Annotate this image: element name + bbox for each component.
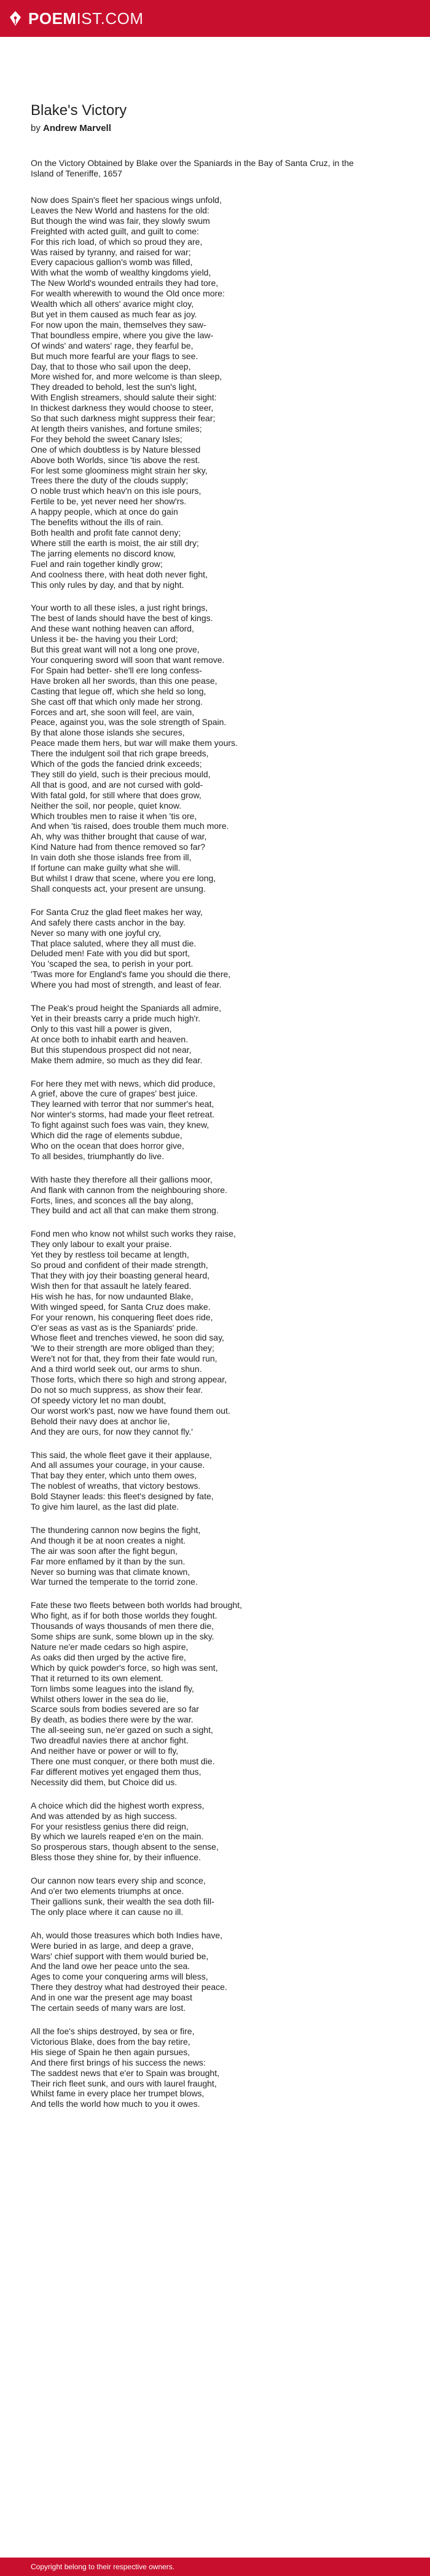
poem-line: Every capacious gallion's womb was filled, [31, 257, 193, 268]
poem-line: Unless it be- the having you their Lord; [31, 634, 178, 644]
poem-line: And though it be at noon creates a night. [31, 1535, 186, 1545]
poem-line: To fight against such foes was vain, they knew, [31, 1120, 209, 1130]
poem-line: Yet in their breasts carry a pride much high'r. [31, 1013, 201, 1023]
copyright-notice: Copyright belong to their respective owners. [31, 2562, 175, 2571]
poem-body [31, 195, 399, 2109]
poem-line: Two dreadful navies there at anchor fight. [31, 1735, 189, 1746]
poem-line: For this rich load, of which so proud they are, [31, 236, 203, 247]
poem-stanza [31, 195, 399, 590]
poem-line: Thousands of ways thousands of men there die, [31, 1621, 214, 1631]
poem-line: Nature ne'er made cedars so high aspire, [31, 1642, 189, 1652]
poem-line: Leaves the New World and hastens for the old: [31, 205, 209, 215]
poem-line: Victorious Blake, does from the bay retire, [31, 2036, 190, 2047]
poem-line: You 'scaped the sea, to perish in your port. [31, 959, 194, 969]
site-header [0, 0, 430, 37]
poem-line: Your conquering sword will soon that want remove. [31, 654, 225, 665]
poem-line: The Peak's proud height the Spaniards all admire, [31, 1003, 222, 1013]
poem-line: With what the womb of wealthy kingdoms yield, [31, 268, 211, 278]
poem-line: That they with joy their boasting general heard, [31, 1270, 210, 1280]
poem-line: There the indulgent soil that rich grape breeds, [31, 748, 209, 759]
poem-line: Far different motives yet engaged them thus, [31, 1766, 201, 1777]
poem-line: The certain seeds of many wars are lost. [31, 2003, 186, 2013]
poem-line: By that alone those islands she secures, [31, 727, 185, 738]
author-name[interactable]: Andrew Marvell [43, 123, 111, 133]
brand-name-light: IST.COM [76, 9, 144, 28]
poem-line: Ages to come your conquering arms will bless, [31, 1972, 208, 1982]
poem-line: And all assumes your courage, in your cause. [31, 1460, 205, 1470]
poem-line: Yet they by restless toil became at length, [31, 1250, 189, 1260]
poem-line: Never so burning was that climate known, [31, 1566, 190, 1577]
poem-line: And neither have or power or will to fly, [31, 1746, 179, 1756]
poem-line: Those forts, which there so high and strong appear, [31, 1374, 227, 1385]
poem-line: For lest some gloominess might strain her sky, [31, 465, 208, 475]
poem-line: And coolness there, with heat doth never fight, [31, 569, 208, 579]
poem-line: Ah, why was thither brought that cause of war, [31, 831, 207, 842]
poem-line: Fond men who know not whilst such works they raise, [31, 1229, 236, 1239]
poem-line: Necessity did them, but Choice did us. [31, 1777, 178, 1787]
poem-line: Their gallions sunk, their wealth the sea doth fill- [31, 1896, 214, 1906]
poem-line: For they behold the sweet Canary Isles; [31, 434, 182, 444]
poem-line: And o'er two elements triumphs at once. [31, 1886, 184, 1896]
poem-stanza [31, 1525, 399, 1587]
poem-line: His wish he has, for now undaunted Blake, [31, 1291, 194, 1301]
poem-line: Forts, lines, and sconces all the bay along, [31, 1195, 194, 1205]
poem-line: His siege of Spain he then again pursues, [31, 2047, 190, 2057]
poem-line: For wealth wherewith to wound the Old once more: [31, 288, 225, 299]
poem-line: For here they met with news, which did produce, [31, 1078, 216, 1088]
poem-line: The saddest news that e'er to Spain was brought, [31, 2067, 219, 2078]
poem-title: Blake's Victory [31, 102, 127, 119]
poem-line: With fatal gold, for still where that does grow, [31, 790, 201, 800]
poem-line: Scarce souls from bodies severed are so far [31, 1704, 199, 1714]
poem-line: So proud and confident of their made strength, [31, 1260, 208, 1270]
poem-line: But this stupendous prospect did not near, [31, 1044, 192, 1055]
poem-line: Bold Stayner leads: this fleet's designed by fate, [31, 1491, 214, 1502]
poem-line: There they destroy what had destroyed their peace. [31, 1982, 227, 1992]
poem-line: All the foe's ships destroyed, by sea or fire, [31, 2026, 195, 2036]
poem-line: The only place where it can cause no ill. [31, 1906, 184, 1917]
poem-line: War turned the temperate to the torrid zone. [31, 1577, 198, 1587]
poem-line: To give him laurel, as the last did plate. [31, 1502, 179, 1512]
poem-line: Freighted with acted guilt, and guilt to come: [31, 226, 199, 236]
poem-line: The New World's wounded entrails they had tore, [31, 278, 219, 288]
poem-line: With haste they therefore all their gallions moor, [31, 1174, 213, 1184]
poem-line: The noblest of wreaths, that victory bestows. [31, 1481, 201, 1491]
poem-line: Far more enflamed by it than by the sun. [31, 1556, 186, 1566]
poem-line: A happy people, which at once do gain [31, 507, 178, 517]
poem-line: She cast off that which only made her strong. [31, 696, 203, 707]
poem-line: Our cannon now tears every ship and sconce, [31, 1876, 206, 1886]
poem-line: Day, that to those who sail upon the deep, [31, 361, 191, 371]
poem-line: And a third world seek out, our arms to shun. [31, 1364, 202, 1374]
poem-line: Peace, against you, was the sole strength of Spain. [31, 717, 227, 727]
poem-line: Neither the soil, nor people, quiet know. [31, 800, 182, 810]
poem-line: But much more fearful are your flags to see. [31, 351, 198, 361]
poem-line: Torn limbs some leagues into the island fly, [31, 1683, 194, 1694]
poem-line: If fortune can make guilty what she will. [31, 863, 181, 873]
poem-line: Their rich fleet sunk, and ours with laurel fraught, [31, 2078, 217, 2088]
poem-line: And safely there casts anchor in the bay. [31, 917, 186, 927]
poem-line: That it returned to its own element. [31, 1673, 163, 1683]
author-line [31, 123, 399, 133]
poem-line: Casting that legue off, which she held so long, [31, 686, 206, 696]
poem-stanza [31, 1600, 399, 1787]
poem-stanza [31, 1450, 399, 1512]
poem-line: In thickest darkness they would choose to steer, [31, 403, 214, 413]
poem-line: That place saluted, where they all must die. [31, 938, 197, 948]
fountain-pen-nib-icon [9, 10, 22, 26]
poem-line: Nor winter's storms, had made your fleet retreat. [31, 1109, 215, 1120]
poem-line: And they are ours, for now they cannot fly.' [31, 1426, 193, 1437]
poem-line: At once both to inhabit earth and heaven. [31, 1034, 189, 1044]
poem-stanza [31, 1876, 399, 1917]
poem-line: Were't not for that, they from their fate would run, [31, 1353, 217, 1364]
poem-line: This only rules by day, and that by night. [31, 579, 184, 590]
poem-line: Trees there the duty of the clouds supply; [31, 475, 189, 486]
poem-line: 'We to their strength are more obliged than they; [31, 1343, 214, 1353]
poem-stanza [31, 1003, 399, 1065]
poem-line: Now does Spain's fleet her spacious wings unfold, [31, 195, 222, 205]
poem-stanza [31, 1930, 399, 2013]
poem-line: They build and act all that can make them strong. [31, 1205, 219, 1216]
poem-line: O'er seas as vast as is the Spaniards' pride. [31, 1322, 198, 1333]
poem-stanza [31, 2026, 399, 2109]
poem-line: 'Twas more for England's fame you should die there, [31, 969, 231, 980]
poem-line: Which did the rage of elements subdue, [31, 1130, 182, 1141]
poem-line: Deluded men! Fate with you did but sport, [31, 948, 190, 959]
poem-line: Bless those they shine for, by their influence. [31, 1852, 201, 1863]
poem-line: In vain doth she those islands free from ill, [31, 852, 192, 863]
poem-line: Whose fleet and trenches viewed, he soon did say, [31, 1333, 224, 1343]
poem-line: And tells the world how much to you it owes. [31, 2099, 200, 2109]
poem-line: Which of the gods the fancied drink exceeds; [31, 759, 202, 769]
poem-line: Behold their navy does at anchor lie, [31, 1416, 170, 1426]
poem-line: Fate these two fleets between both worlds had brought, [31, 1600, 242, 1611]
poem-line: The best of lands should have the best of kings. [31, 613, 213, 624]
poem-line: Were buried in as large, and deep a grave, [31, 1940, 194, 1951]
poem-line: Do not so much suppress, as show their fear. [31, 1384, 203, 1395]
poem-line: With English streamers, should salute their sight: [31, 392, 217, 403]
poem-line: But whilst I draw that scene, where you ere long, [31, 873, 216, 883]
poem-line: There one must conquer, or there both must die. [31, 1756, 215, 1766]
poem-line: They only labour to exalt your praise. [31, 1239, 172, 1250]
poem-line: This said, the whole fleet gave it their applause, [31, 1449, 212, 1460]
poem-line: But yet in them caused as much fear as joy. [31, 309, 197, 319]
poem-line: Whilst fame in every place her trumpet blows, [31, 2088, 205, 2099]
poem-line: Of winds' and waters' rage, they fearful be, [31, 340, 194, 351]
poem-line: Peace made them hers, but war will make them yours. [31, 738, 238, 748]
site-footer [0, 2558, 430, 2576]
poem-line: They dreaded to behold, lest the sun's light, [31, 382, 197, 392]
poem-line: So that such darkness might suppress their fear; [31, 413, 216, 424]
poem-line: Only to this vast hill a power is given, [31, 1023, 172, 1034]
poem-line: And in one war the present age may boast [31, 1992, 193, 2003]
poem-line: Which troubles men to raise it when 'tis ore, [31, 810, 197, 821]
poem-line: And when 'tis raised, does trouble them much more. [31, 821, 229, 831]
poem-line: O noble trust which heav'n on this isle pours, [31, 486, 201, 496]
poem-line: By death, as bodies there were by the war. [31, 1714, 194, 1725]
poem-line: Some ships are sunk, some blown up in the sky. [31, 1631, 214, 1642]
poem-line: A grief, above the cure of grapes' best juice. [31, 1088, 198, 1099]
poem-line: With winged speed, for Santa Cruz does make. [31, 1301, 211, 1312]
poem-line: They still do yield, such is their precious mould, [31, 769, 211, 779]
poem-line: Forces and art, she soon will feel, are vain, [31, 707, 195, 717]
poem-line: Was raised by tyranny, and raised for war; [31, 247, 191, 257]
poem-line: But this great want will not a long one prove, [31, 644, 200, 655]
poem-line: And flank with cannon from the neighbouring shore. [31, 1184, 227, 1195]
poem-line: A choice which did the highest worth express, [31, 1800, 205, 1810]
poem-subtitle: On the Victory Obtained by Blake over the Spaniards in the Bay of Santa Cruz, in the Island of Teneriffe, 1657 [31, 158, 354, 178]
poem-stanza [31, 907, 399, 990]
poem-line: Never so many with one joyful cry, [31, 927, 162, 938]
poem-line: As oaks did then urged by the active fire, [31, 1652, 186, 1662]
poem-stanza [31, 603, 399, 894]
poem-line: Shall conquests act, your present are unsung. [31, 883, 206, 894]
poem-line: Fuel and rain together kindly grow; [31, 558, 163, 569]
poem-line: One of which doubtless is by Nature blessed [31, 444, 201, 454]
poem-line: So prosperous stars, though absent to the sense, [31, 1842, 219, 1852]
brand-name-strong: POEM [28, 9, 77, 28]
poem-line: More wished for, and more welcome is than sleep, [31, 371, 222, 382]
poem-line: The all-seeing sun, ne'er gazed on such a sight, [31, 1725, 213, 1735]
poem-line: Make them admire, so much as they did fear. [31, 1055, 203, 1065]
poem-line: For your resistless genius there did reign, [31, 1821, 189, 1831]
poem-line: Wars' chief support with them would buried be, [31, 1951, 209, 1961]
poem-line: The thundering cannon now begins the fight, [31, 1524, 201, 1535]
poem-line: Have broken all her swords, than this one pease, [31, 675, 217, 686]
site-logo[interactable] [9, 9, 144, 28]
poem-line: Wealth which all others' avarice might cloy, [31, 299, 194, 309]
poem-line: Who on the ocean that does horror give, [31, 1140, 184, 1151]
poem-line: To all besides, triumphantly do live. [31, 1151, 165, 1161]
poem-stanza [31, 1175, 399, 1216]
poem-line: The benefits without the ills of rain. [31, 517, 163, 528]
poem-line: They learned with terror that nor summer's heat, [31, 1099, 214, 1109]
poem-line: Kind Nature had from thence removed so far? [31, 842, 206, 852]
by-label: by [31, 123, 41, 133]
poem-line: All that is good, and are not cursed with gold- [31, 779, 203, 790]
poem-line: And the land owe her peace unto the sea. [31, 1961, 190, 1972]
poem-line: For your renown, his conquering fleet does ride, [31, 1312, 213, 1322]
poem-line: Where still the earth is moist, the air still dry; [31, 537, 199, 548]
poem-line: And these want nothing heaven can afford, [31, 624, 194, 634]
poem-line: But though the wind was fair, they slowly swum [31, 215, 210, 226]
poem-stanza [31, 1079, 399, 1162]
poem-content [0, 37, 430, 2109]
poem-line: For Spain had better- she'll ere long confess- [31, 665, 202, 675]
poem-line: Our worst work's past, now we have found them out. [31, 1405, 230, 1416]
poem-line: That boundless empire, where you give the law- [31, 330, 214, 340]
poem-line: Wish then for that assault he lately feared. [31, 1280, 192, 1291]
poem-line: Whilst others lower in the sea do lie, [31, 1694, 169, 1704]
poem-line: Where you had most of strength, and least of fear. [31, 980, 222, 990]
poem-line: And there first brings of his success the news: [31, 2057, 206, 2067]
poem-line: Above both Worlds, since 'tis above the rest. [31, 454, 200, 465]
poem-line: Who fight, as if for both those worlds they fought. [31, 1611, 217, 1621]
poem-line: Your worth to all these isles, a just right brings, [31, 603, 208, 613]
poem-line: For now upon the main, themselves they saw- [31, 319, 206, 330]
poem-line: And was attended by as high success. [31, 1810, 178, 1821]
poem-line: That bay they enter, which unto them owes, [31, 1470, 197, 1481]
poem-line: By which we laurels reaped e'en on the main. [31, 1831, 204, 1842]
poem-line: Ah, would those treasures which both Indies have, [31, 1930, 223, 1940]
poem-line: Of speedy victory let no man doubt, [31, 1395, 166, 1405]
poem-line: At length theirs vanishes, and fortune smiles; [31, 423, 202, 434]
poem-line: The air was soon after the fight begun, [31, 1545, 178, 1556]
poem-line: For Santa Cruz the glad fleet makes her way, [31, 906, 203, 917]
poem-line: Both health and profit fate cannot deny; [31, 528, 181, 537]
poem-line: The jarring elements no discord know, [31, 548, 176, 558]
poem-stanza [31, 1801, 399, 1863]
poem-line: Fertile to be, yet never need her show'rs. [31, 496, 187, 507]
poem-stanza [31, 1229, 399, 1437]
poem-line: Which by quick powder's force, so high was sent, [31, 1662, 218, 1673]
